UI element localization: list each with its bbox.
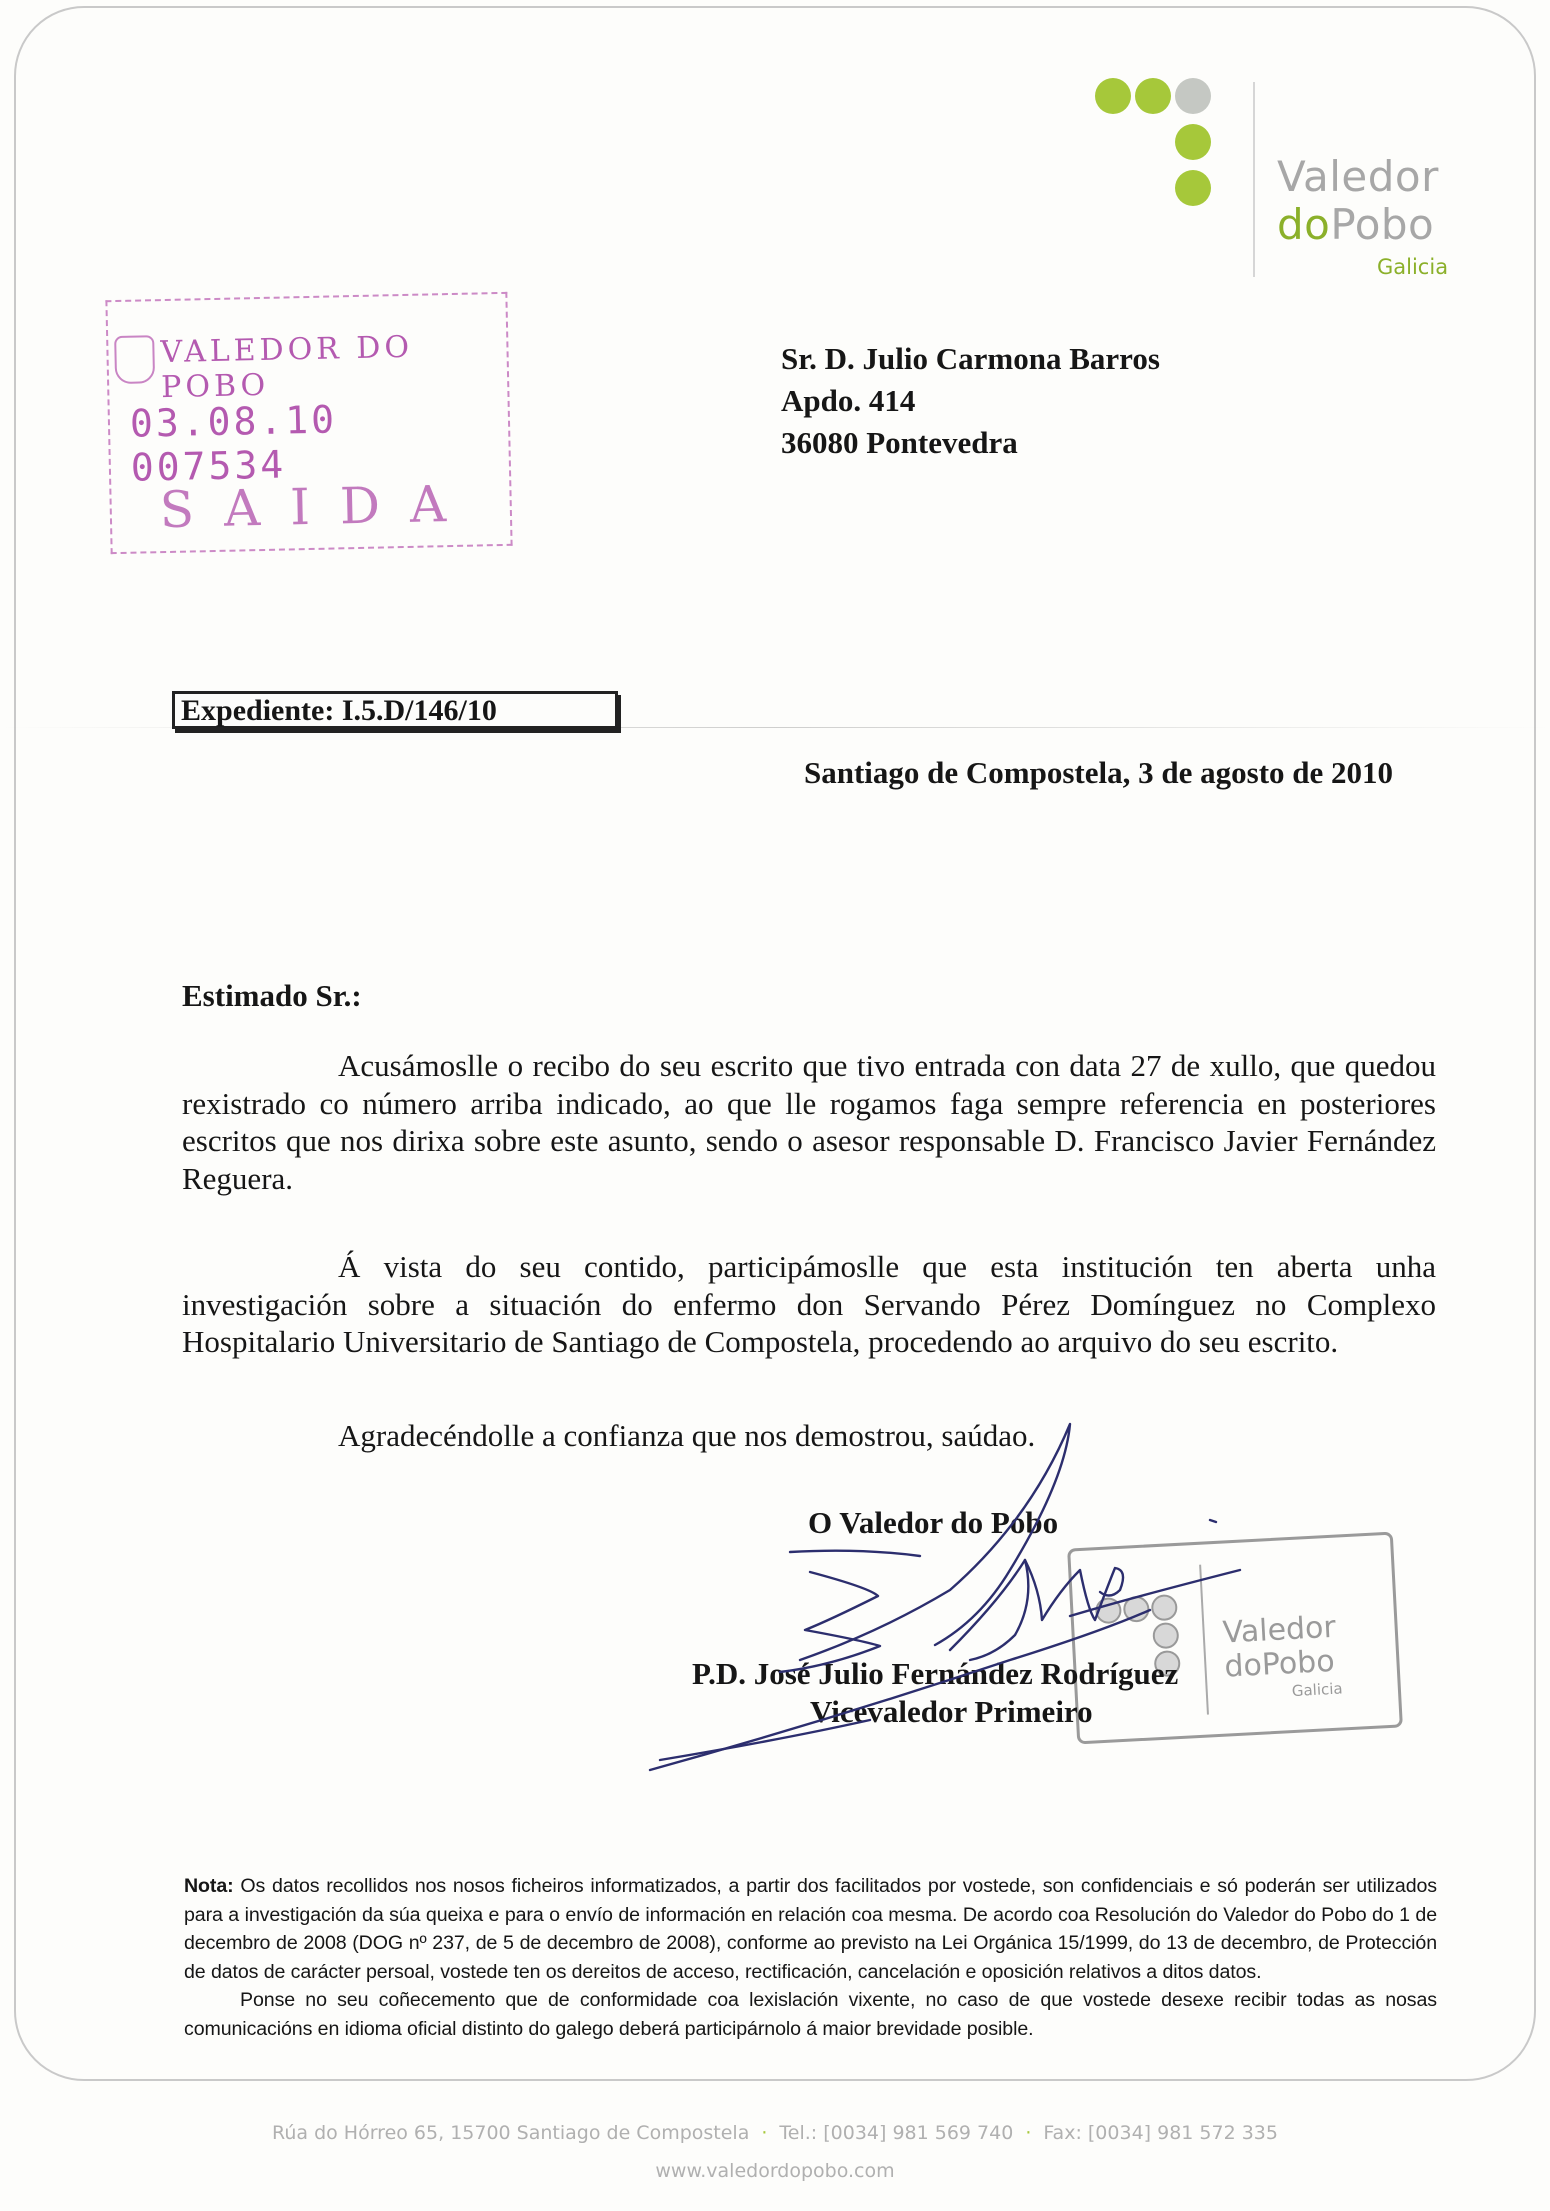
- recipient-block: [781, 338, 1160, 464]
- logo-dot: [1135, 78, 1171, 114]
- stamp-word: SAIDA: [159, 474, 477, 540]
- logo-text-pobo: Pobo: [1330, 200, 1435, 249]
- note-text: Os datos recollidos nos nosos ficheiros informatizados, a partir dos facilitados por vostede, son confidenciais e só poderán ser utilizados para a investigación da súa queixa e para o envío de información en relación coa mesma. De acordo coa Resolución do Valedor do Pobo do 1 de decembro de 2008 (DOG nº 237, de 5 de decembro de 2008), conforme ao previsto na Lei Orgánica 15/1999, do 13 de decembro, de Protección de datos de carácter persoal, vostede ten os dereitos de acceso, rectificación, cancelación e oposición relativos a ditos datos.: [184, 1875, 1437, 1983]
- footer-separator: ·: [1025, 2122, 1032, 2144]
- logo-dot: [1095, 78, 1131, 114]
- valedor-logo: [1095, 72, 1475, 292]
- logo-text-dopobo: [1277, 200, 1434, 249]
- stamp-text-dopobo: doPobo: [1223, 1643, 1336, 1685]
- signer-role: Vicevaledor Primeiro: [810, 1694, 1093, 1729]
- expediente-box: Expediente: I.5.D/146/10: [172, 691, 618, 729]
- language-note: Ponse no seu coñecemento que de conformidade coa lexislación vixente, no caso de que vostede desexe recibir todas as nosas comunicacións en idioma oficial distinto do galego deberá participárnolo á maior brevidade posible.: [184, 1989, 1437, 2040]
- logo-dot: [1175, 170, 1211, 206]
- stamp-title: VALEDOR DO POBO: [160, 329, 414, 406]
- logo-dot: [1175, 78, 1211, 114]
- registry-stamp: [105, 292, 512, 554]
- footer-address: [0, 2122, 1550, 2144]
- stamp-text-valedor: Valedor: [1221, 1609, 1337, 1651]
- signer-title: O Valedor do Pobo: [808, 1505, 1059, 1540]
- logo-divider: [1253, 82, 1255, 277]
- privacy-note: [184, 1872, 1437, 2043]
- footer-street: Rúa do Hórreo 65, 15700 Santiago de Compostela: [272, 2122, 750, 2144]
- body-paragraph: Acusámoslle o recibo do seu escrito que tivo entrada con data 27 de xullo, que quedou rexistrado co número arriba indicado, ao que lle rogamos faga sempre referencia en posteriores escritos que nos dirixa sobre este asunto, sendo o asesor responsable D. Francisco Javier Fernández Reguera.: [182, 1048, 1436, 1196]
- recipient-name: Sr. D. Julio Carmona Barros: [781, 341, 1160, 376]
- body-paragraph: Á vista do seu contido, participámoslle que esta institución ten aberta unha investigación sobre a situación do enfermo don Servando Pérez Domínguez no Complexo Hospitalario Universitario de Santiago de Compostela, procedendo ao arquivo do seu escrito.: [182, 1249, 1436, 1359]
- privacy-note-paragraph: [184, 1872, 1437, 1986]
- recipient-address: Apdo. 414: [781, 383, 916, 418]
- footer-phone: Tel.: [0034] 981 569 740: [779, 2122, 1014, 2144]
- logo-text-do: do: [1277, 200, 1331, 249]
- logo-text-galicia: Galicia: [1377, 255, 1449, 279]
- handwritten-signature: [630, 1420, 1250, 1790]
- salutation: Estimado Sr.:: [182, 978, 362, 1013]
- coat-of-arms-icon: [114, 335, 155, 384]
- logo-dot: [1175, 124, 1211, 160]
- closing-line: Agradecéndolle a confianza que nos demostrou, saúdao.: [338, 1418, 1036, 1453]
- footer-fax: Fax: [0034] 981 572 335: [1043, 2122, 1278, 2144]
- stamp-text-galicia: Galicia: [1291, 1679, 1344, 1701]
- footer-website: www.valedordopobo.com: [655, 2160, 895, 2182]
- recipient-city: 36080 Pontevedra: [781, 425, 1018, 460]
- stamp-number: 03.08.10 007534: [129, 397, 338, 490]
- signer-name: P.D. José Julio Fernández Rodríguez: [692, 1656, 1179, 1691]
- letter-date: Santiago de Compostela, 3 de agosto de 2010: [804, 755, 1394, 790]
- logo-text-valedor: Valedor: [1277, 152, 1439, 201]
- note-label: Nota:: [184, 1875, 234, 1897]
- footer-separator: ·: [761, 2122, 768, 2144]
